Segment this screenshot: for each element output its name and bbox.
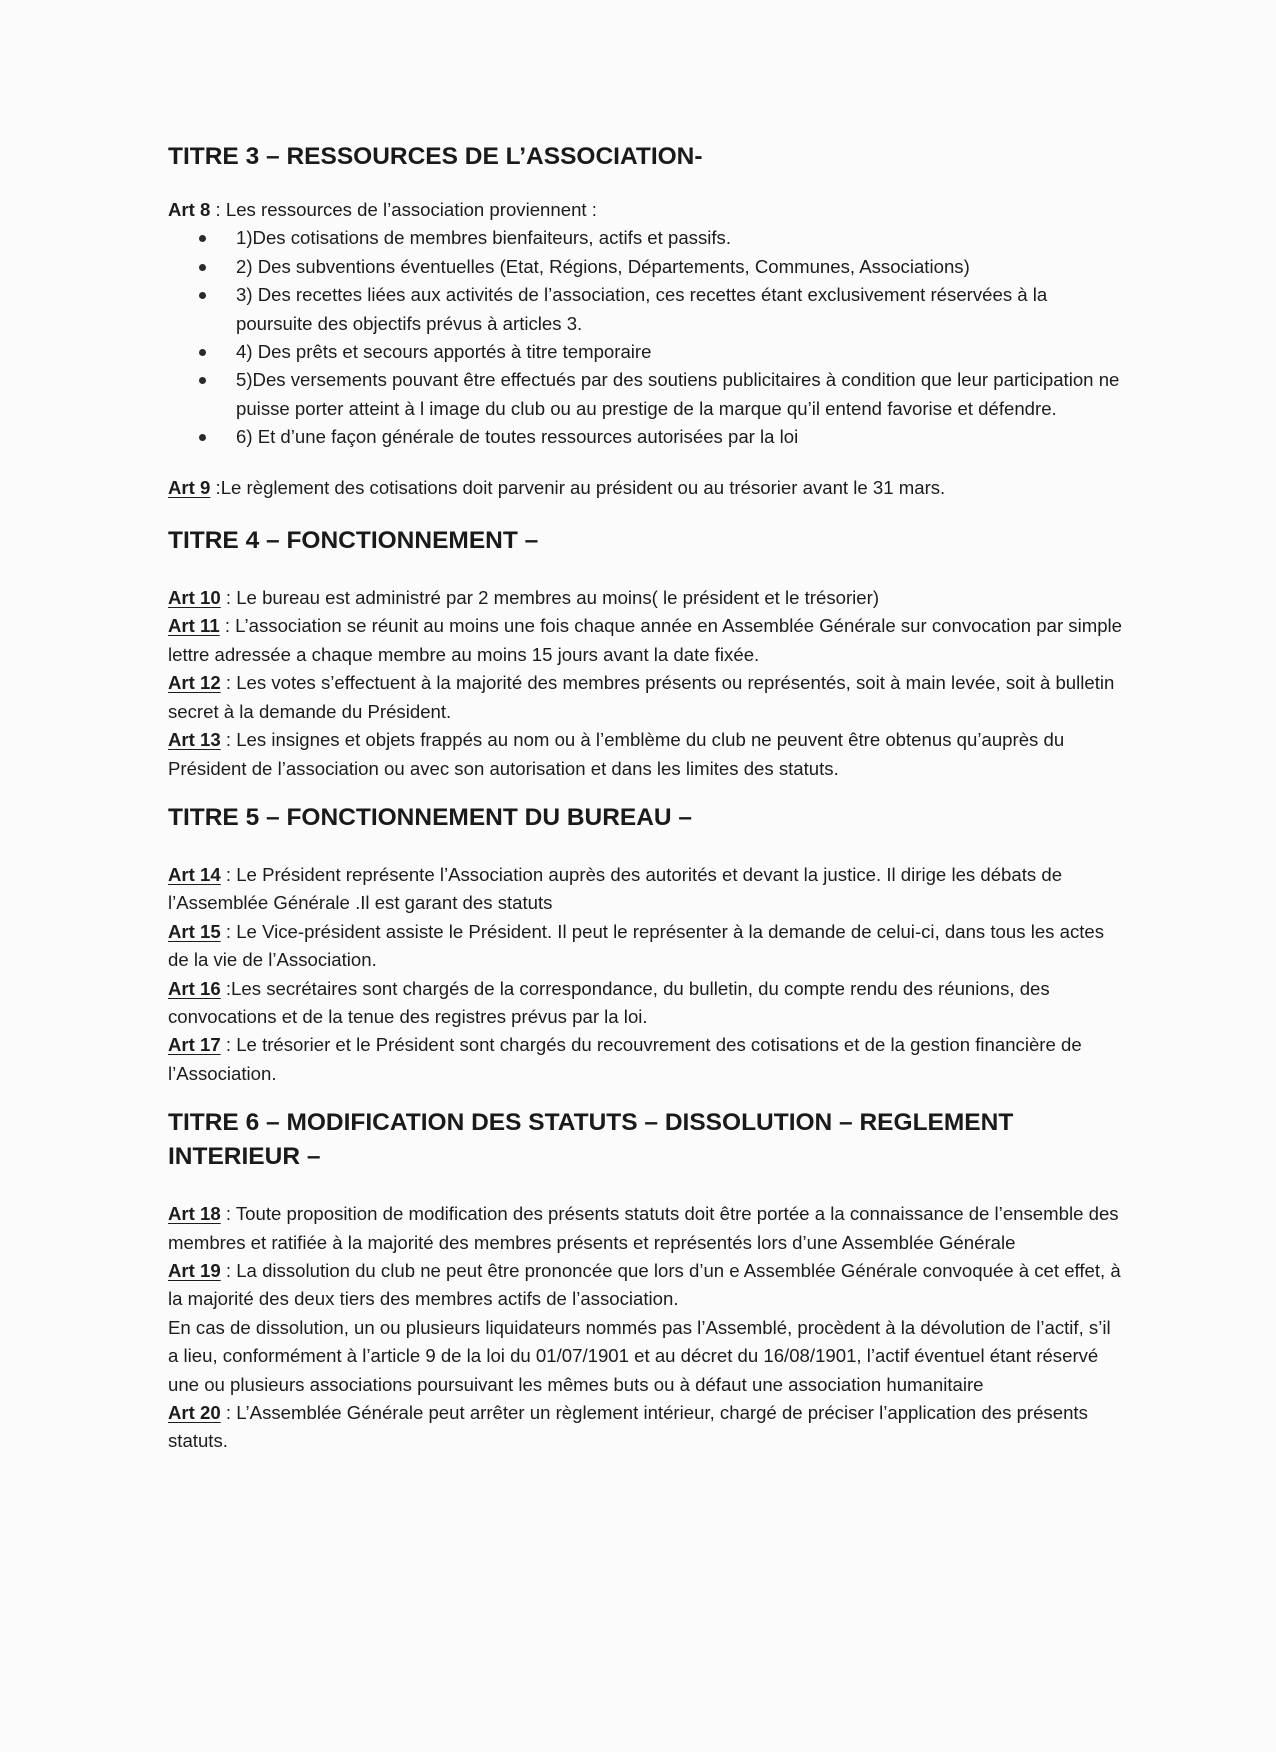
list-item — [168, 281, 1126, 338]
art-9-text: :Le règlement des cotisations doit parvenir au président ou au trésorier avant le 31 mars. — [210, 476, 946, 498]
art-10-text: : Le bureau est administré par 2 membres au moins( le président et le trésorier) — [220, 587, 880, 609]
art-19-label: Art 19 — [168, 1259, 221, 1281]
art-16 — [168, 975, 1126, 1032]
bullet-icon — [199, 292, 206, 299]
titre-6-heading — [168, 1106, 1126, 1174]
list-item — [168, 253, 1126, 281]
list-item-text: 1)Des cotisations de membres bienfaiteurs, actifs et passifs. — [236, 227, 732, 249]
art-9 — [168, 474, 1126, 502]
art-18 — [168, 1200, 1126, 1257]
list-item — [168, 423, 1126, 451]
art-17-label: Art 17 — [168, 1034, 221, 1056]
art-19 — [168, 1257, 1126, 1314]
art-11-label: Art 11 — [168, 615, 220, 637]
list-item — [168, 366, 1126, 423]
list-item — [168, 224, 1126, 252]
art-12-text: : Les votes s’effectuent à la majorité des membres présents ou représentés, soit à main levée, soit à bulletin secret à la demande du Président. — [168, 672, 1115, 722]
art-8-text: Les ressources de l’association proviennent : — [225, 199, 597, 220]
dissolution-paragraph: En cas de dissolution, un ou plusieurs liquidateurs nommés pas l’Assemblé, procèdent à la dévolution de l’actif, s’il a lieu, conformément à l’article 9 de la loi du 01/07/1901 et au décret du 16/08/1901, l’actif éventuel étant réservé une ou plusieurs associations poursuivant les mêmes buts ou à défaut une association humanitaire — [168, 1316, 1111, 1395]
bullet-icon — [199, 377, 206, 384]
list-item-text: 3) Des recettes liées aux activités de l’association, ces recettes étant exclusivement réservées à la poursuite des objectifs prévus à articles 3. — [236, 284, 1048, 334]
art-8-sep: : — [210, 199, 226, 220]
titre-5-heading: TITRE 5 – FONCTIONNEMENT DU BUREAU – — [168, 803, 693, 831]
art-13 — [168, 726, 1126, 783]
bullet-icon — [199, 264, 206, 271]
art-16-text: :Les secrétaires sont chargés de la correspondance, du bulletin, du compte rendu des réunions, des convocations et de la tenue des registres prévus par la loi. — [168, 977, 1050, 1027]
art-12 — [168, 669, 1126, 726]
titre-4-heading: TITRE 4 – FONCTIONNEMENT – — [168, 527, 539, 555]
art-19-text: : La dissolution du club ne peut être prononcée que lors d’un e Assemblée Générale convoquée à cet effet, à la majorité des deux tiers des membres actifs de l’association. — [168, 1259, 1121, 1310]
titre-6-heading-line1: TITRE 6 – MODIFICATION DES STATUTS – DISSOLUTION – REGLEMENT — [168, 1109, 1014, 1137]
list-item — [168, 338, 1126, 366]
art-8 — [168, 196, 1126, 224]
art-11-text: : L’association se réunit au moins une fois chaque année en Assemblée Générale sur convocation par simple lettre adressée a chaque membre au moins 15 jours avant la date fixée. — [168, 615, 1123, 665]
list-item-text: 4) Des prêts et secours apportés à titre temporaire — [236, 341, 652, 363]
bullet-icon — [199, 235, 206, 242]
art-11 — [168, 612, 1126, 669]
list-item-text: 5)Des versements pouvant être effectués par des soutiens publicitaires à condition que leur participation ne puisse porter atteint à l image du club ou au prestige de la marque qu’il entend favorise et défendre. — [236, 369, 1120, 419]
art-13-label: Art 13 — [168, 729, 221, 751]
bullet-icon — [199, 349, 206, 356]
art-20 — [168, 1399, 1126, 1456]
art-10-label: Art 10 — [168, 587, 221, 609]
bullet-icon — [199, 434, 206, 441]
art-15-label: Art 15 — [168, 920, 221, 942]
art-14 — [168, 861, 1126, 918]
titre-3-heading: TITRE 3 – RESSOURCES DE L’ASSOCIATION- — [168, 143, 703, 170]
art-17-text: : Le trésorier et le Président sont chargés du recouvrement des cotisations et de la gestion financière de l’Association. — [168, 1034, 1082, 1084]
art-16-label: Art 16 — [168, 977, 221, 999]
list-item-text: 6) Et d’une façon générale de toutes ressources autorisées par la loi — [236, 426, 799, 448]
art-14-label: Art 14 — [168, 863, 221, 885]
art-20-label: Art 20 — [168, 1402, 221, 1423]
titre-6-heading-line2: INTERIEUR – — [168, 1143, 321, 1171]
art-8-list — [168, 224, 1126, 451]
art-15-text: : Le Vice-président assiste le Président. Il peut le représenter à la demande de celui-ci, dans tous les actes de la vie de l’Association. — [168, 920, 1105, 971]
list-item-text: 2) Des subventions éventuelles (Etat, Régions, Départements, Communes, Associations) — [236, 255, 970, 277]
art-10 — [168, 584, 1126, 612]
art-18-label: Art 18 — [168, 1203, 221, 1225]
art-17 — [168, 1031, 1126, 1088]
art-20-text: : L’Assemblée Générale peut arrêter un règlement intérieur, chargé de préciser l’application des présents statuts. — [168, 1402, 1088, 1452]
art-9-label: Art 9 — [168, 476, 211, 498]
art-18-text: : Toute proposition de modification des présents statuts doit être portée a la connaissance de l’ensemble des membres et ratifiée à la majorité des membres présents et représentés lors d’une Assemblée Générale — [168, 1203, 1119, 1253]
art-15 — [168, 918, 1126, 975]
art-13-text: : Les insignes et objets frappés au nom ou à l’emblème du club ne peuvent être obtenus qu’auprès du Président de l’association ou avec son autorisation et dans les limites des statuts. — [168, 729, 1065, 779]
art-12-label: Art 12 — [168, 672, 221, 694]
art-8-label: Art 8 — [168, 199, 211, 220]
spacer — [168, 452, 1126, 474]
art-14-text: : Le Président représente l’Association auprès des autorités et devant la justice. Il dirige les débats de l’Assemblée Générale .Il est garant des statuts — [168, 863, 1063, 914]
